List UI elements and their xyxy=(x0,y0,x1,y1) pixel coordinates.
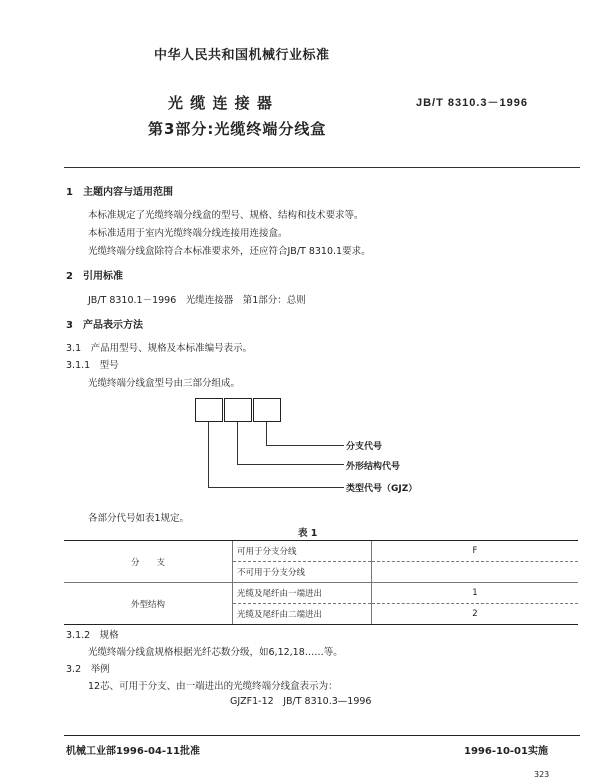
standard-title: 光 缆 连 接 器 xyxy=(168,94,273,112)
section-1-title: 1 主题内容与适用范围 xyxy=(66,187,173,198)
section-1-para-3: 光缆终端分线盒除符合本标准要求外，还应符合JB/T 8310.1要求。 xyxy=(88,246,371,257)
section-3-2-title: 3.2 举例 xyxy=(66,664,110,675)
table-cell-code: F xyxy=(372,541,579,562)
table-cell-desc: 不可用于分支分线 xyxy=(233,562,372,583)
section-3-title: 3 产品表示方法 xyxy=(66,320,143,331)
table-cell-desc: 光缆及尾纤由一端进出 xyxy=(233,583,372,604)
section-1-para-2: 本标准适用于室内光缆终端分线连接用连接盒。 xyxy=(88,228,288,239)
footer-divider xyxy=(64,735,580,736)
leader-line-2-h xyxy=(237,464,344,465)
table-group-shape: 外型结构 xyxy=(64,583,233,625)
table-cell-desc: 可用于分支分线 xyxy=(233,541,372,562)
table-cell-desc: 光缆及尾纤由二端进出 xyxy=(233,604,372,625)
model-code-box-3 xyxy=(253,398,281,422)
model-code-box-2 xyxy=(224,398,252,422)
approval-date: 机械工业部1996-04-11批准 xyxy=(66,746,200,757)
diagram-label-type: 类型代号（GJZ） xyxy=(346,484,418,494)
table-cell-code: 1 xyxy=(372,583,579,604)
page-number: 323 xyxy=(534,770,550,779)
leader-line-3-h xyxy=(266,445,344,446)
standard-code: JB/T 8310.3－1996 xyxy=(416,97,529,109)
model-code-box-1 xyxy=(195,398,223,422)
table-cell-code: 2 xyxy=(372,604,579,625)
section-3-1-1-title: 3.1.1 型号 xyxy=(66,360,119,371)
diagram-label-shape: 外形结构代号 xyxy=(346,462,401,472)
section-3-1-1-para: 光缆终端分线盒型号由三部分组成。 xyxy=(88,378,241,389)
diagram-label-branch: 分支代号 xyxy=(346,442,383,452)
issuing-org: 中华人民共和国机械行业标准 xyxy=(154,48,330,63)
leader-line-1-v xyxy=(208,422,209,488)
table-1 xyxy=(64,541,578,625)
table-caption: 表 1 xyxy=(298,528,318,539)
table-group-branch: 分 支 xyxy=(64,541,233,583)
leader-line-3-v xyxy=(266,422,267,446)
table-cell-code xyxy=(372,562,579,583)
section-2-title: 2 引用标准 xyxy=(66,271,123,282)
table-row xyxy=(64,583,578,604)
section-3-1-2-title: 3.1.2 规格 xyxy=(66,630,119,641)
section-2-reference: JB/T 8310.1－1996 光缆连接器 第1部分：总则 xyxy=(88,295,306,306)
table-intro: 各部分代号如表1规定。 xyxy=(88,513,190,524)
table-row xyxy=(64,541,578,562)
header-divider xyxy=(64,167,580,168)
standard-subtitle: 第3部分:光缆终端分线盒 xyxy=(148,120,327,138)
section-3-2-para: 12芯、可用于分支、由一端进出的光缆终端分线盒表示为： xyxy=(88,681,338,692)
section-3-2-example: GJZF1-12 JB/T 8310.3—1996 xyxy=(230,696,372,707)
section-3-1-2-para: 光缆终端分线盒规格根据光纤芯数分级，如6,12,18……等。 xyxy=(88,647,343,658)
effective-date: 1996-10-01实施 xyxy=(464,746,548,757)
leader-line-2-v xyxy=(237,422,238,465)
section-3-1: 3.1 产品用型号、规格及本标准编号表示。 xyxy=(66,343,253,354)
section-1-para-1: 本标准规定了光缆终端分线盒的型号、规格、结构和技术要求等。 xyxy=(88,210,364,221)
leader-line-1-h xyxy=(208,487,344,488)
